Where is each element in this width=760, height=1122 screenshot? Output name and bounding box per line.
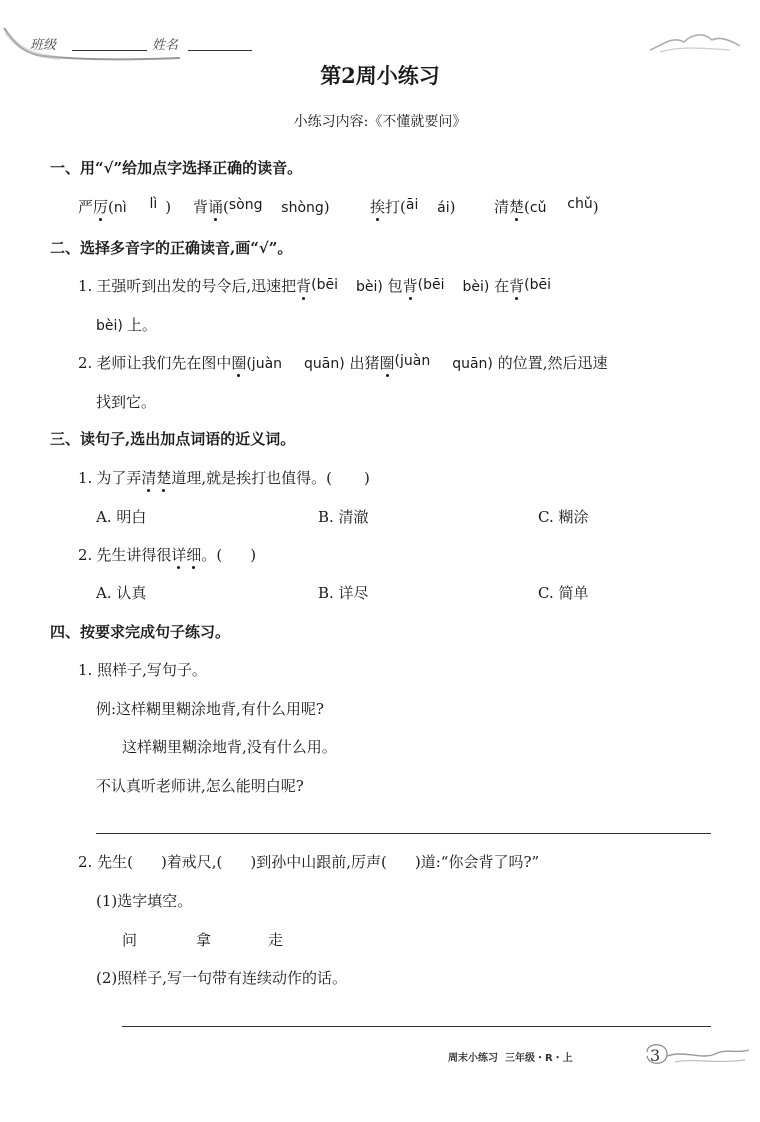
pinyin-option[interactable]: (bēi	[524, 277, 552, 293]
q4-1-prompt: 不认真听老师讲,怎么能明白呢?	[96, 777, 304, 795]
pinyin-option[interactable]: bèi)	[355, 279, 383, 295]
pinyin-option[interactable]: āi	[405, 197, 419, 213]
q1-item-2: 背诵(sòng shòng)	[193, 197, 330, 216]
page-number: 3	[650, 1046, 661, 1065]
pinyin-option[interactable]: lì	[149, 196, 158, 212]
q3-1-option-b[interactable]: B. 清澈	[318, 508, 369, 526]
dotted-char: 清	[141, 469, 157, 487]
pinyin-option[interactable]: shòng	[281, 200, 324, 216]
dotted-char: 楚	[156, 469, 172, 487]
mountain-decoration-footer	[645, 1040, 750, 1074]
pinyin-option[interactable]: bèi)	[462, 279, 490, 295]
q3-2-option-b[interactable]: B. 详尽	[318, 584, 369, 602]
q4-1-answer-line[interactable]	[96, 833, 711, 834]
pinyin-option[interactable]: bèi)	[96, 318, 123, 334]
pinyin-option[interactable]: chǔ	[567, 196, 593, 212]
q2-sentence-1-cont: bèi) 上。	[96, 316, 157, 334]
q1-heading: 一、用“√”给加点字选择正确的读音。	[50, 159, 303, 177]
pinyin-option[interactable]: (juàn	[394, 353, 431, 369]
q4-1-example-1: 例:这样糊里糊涂地背,有什么用呢?	[96, 700, 324, 718]
dotted-char: 楚	[509, 198, 525, 216]
q3-sentence-2: 2. 先生讲得很详细。( )	[78, 546, 257, 564]
dotted-char: 圈	[231, 354, 247, 372]
q2-heading: 二、选择多音字的正确读音,画“√”。	[50, 239, 293, 257]
q4-2-sub-2: (2)照样子,写一句带有连续动作的话。	[96, 969, 348, 987]
pinyin-option[interactable]: (bēi	[311, 277, 338, 293]
mountain-decoration-top	[650, 28, 740, 58]
q1-item-1: 严厉(nì lì )	[78, 196, 172, 216]
dotted-char: 诵	[208, 198, 224, 216]
dotted-char: 背	[509, 277, 525, 295]
class-field-line[interactable]	[72, 50, 147, 51]
pinyin-option[interactable]: cǔ	[529, 200, 547, 216]
q4-2-choice-3[interactable]: 走	[268, 931, 284, 949]
class-label: 班级	[30, 38, 57, 53]
page-subtitle: 小练习内容:《不懂就要问》	[293, 114, 467, 130]
footer-label: 周末小练习 三年级・R・上	[448, 1053, 573, 1064]
dotted-char: 圈	[379, 354, 395, 372]
name-label: 姓名	[152, 38, 179, 53]
q3-2-option-a[interactable]: A. 认真	[96, 584, 147, 602]
q4-heading: 四、按要求完成句子练习。	[50, 623, 231, 641]
q1-item-4: 清楚(cǔ chǔ)	[494, 196, 599, 216]
q4-1-example-2: 这样糊里糊涂地背,没有什么用。	[122, 738, 337, 756]
pinyin-option[interactable]: (bēi	[417, 277, 445, 293]
pinyin-option[interactable]: quān)	[452, 356, 493, 372]
q1-item-3: 挨打(āi ái)	[370, 197, 456, 216]
q3-heading: 三、读句子,选出加点词语的近义词。	[50, 430, 296, 448]
q4-2-sub-1: (1)选字填空。	[96, 892, 193, 910]
q3-sentence-1: 1. 为了弄清楚道理,就是挨打也值得。( )	[78, 469, 370, 487]
q4-2-choice-2[interactable]: 拿	[196, 931, 212, 949]
q4-2-choice-1[interactable]: 问	[122, 931, 138, 949]
pinyin-option[interactable]: nì	[113, 200, 127, 216]
pinyin-option[interactable]: ái	[437, 200, 450, 216]
name-field-line[interactable]	[188, 50, 252, 51]
q3-2-option-c[interactable]: C. 简单	[538, 584, 589, 602]
pinyin-option[interactable]: (juàn	[246, 356, 283, 372]
q4-2-sentence: 2. 先生( )着戒尺,( )到孙中山跟前,厉声( )道:“你会背了吗?”	[78, 853, 540, 871]
dotted-char: 详	[171, 546, 187, 564]
q3-1-option-c[interactable]: C. 糊涂	[538, 508, 589, 526]
pinyin-option[interactable]: sòng	[228, 197, 263, 213]
q2-sentence-2-cont: 找到它。	[96, 393, 157, 411]
dotted-char: 厉	[93, 198, 109, 216]
page-title: 第2周小练习	[320, 63, 440, 88]
dotted-char: 细	[186, 546, 202, 564]
q3-1-option-a[interactable]: A. 明白	[96, 508, 147, 526]
q2-sentence-2: 2. 老师让我们先在图中圈(juàn quān) 出猪圈(juàn quān) 的位置,然后迅速	[78, 353, 608, 372]
q4-1-label: 1. 照样子,写句子。	[78, 661, 207, 679]
dotted-char: 挨	[370, 198, 386, 216]
q2-sentence-1: 1. 王强听到出发的号令后,迅速把背(bēi bèi) 包背(bēi bèi) 在背(bēi	[78, 277, 552, 295]
dotted-char: 背	[402, 277, 418, 295]
dotted-char: 背	[296, 277, 312, 295]
pinyin-option[interactable]: quān)	[304, 356, 345, 372]
q4-2-answer-line[interactable]	[122, 1026, 711, 1027]
